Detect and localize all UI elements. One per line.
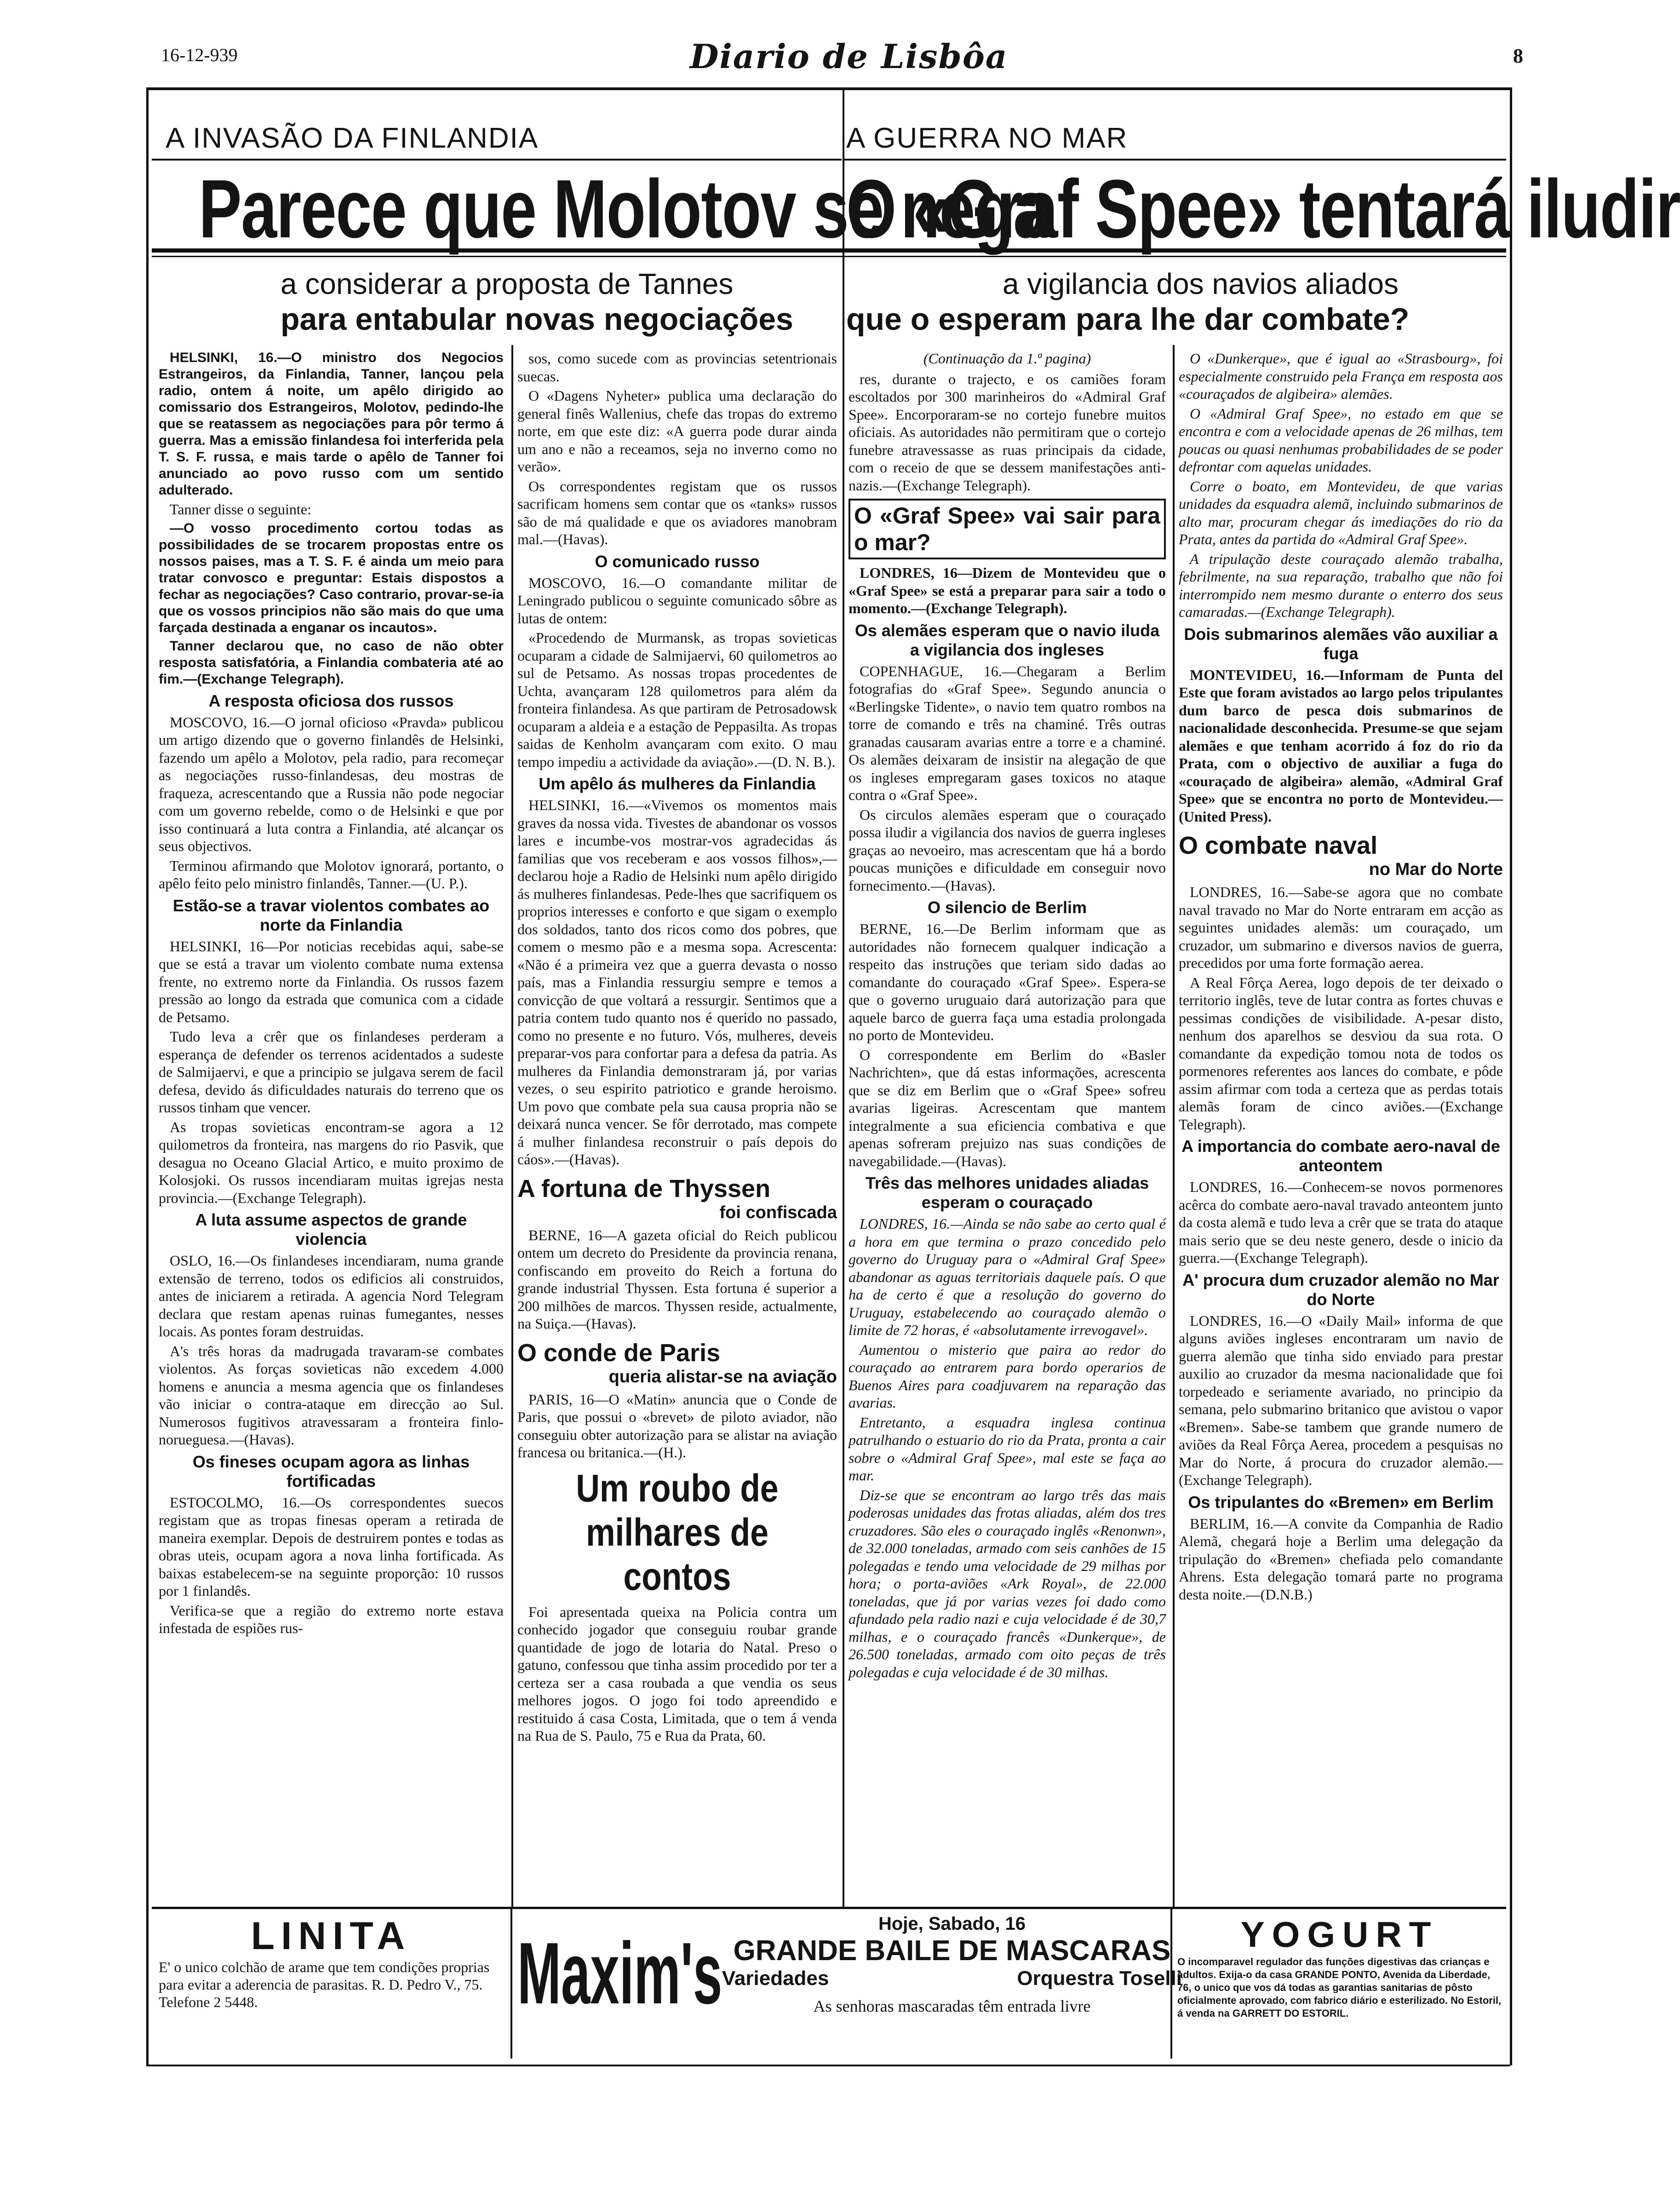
paragraph: Diz-se que se encontram ao largo três das mais poderosas unidades das frotas aliadas, além dos tres cruzadores. São eles o couraçado inglês «Renonwn», de 32.000 toneladas, armado com seis canhões de 15 polegadas e tendo uma velocidade de 29 milhas por hora; o porta-aviões «Ark Royal», de 22.000 toneladas, que já por varias vezes foi dado como afundado pela radio nazi e cuja velocidade é de 30,7 milhas, e o couraçado francês «Dunkerque», de 26.500 toneladas, armado com oito peças de três polegadas e cuja velocidade é de 30 milhas. bbox=[849, 1486, 1166, 1680]
paragraph: Os correspondentes registam que os russos sacrificam homens sem contar que os «tanks» russos são de má qualidade e que os aviadores manobram mal.—(Havas). bbox=[517, 477, 837, 547]
section-heading: Um apêlo ás mulheres da Finlandia bbox=[539, 774, 816, 793]
right-kicker: A GUERRA NO MAR bbox=[846, 122, 1128, 154]
maxims-orchestra: Orquestra Toselli bbox=[1017, 1967, 1182, 1990]
column-2 bbox=[517, 350, 837, 1747]
paragraph: A Real Fôrça Aerea, logo depois de ter deixado o territorio inglês, teve de lutar contra as fortes chuvas e pessimas condições de visibilidade. A-pesar disto, nenhum dos aparelhos se desviou da sua rota. O comandante da expedição tomou nota de todos os pormenores referentes aos lances do combate, e pôde assim afirmar com toda a certeza que as perdas totais alemãs foram de cinco aviões.—(Exchange Telegraph). bbox=[1179, 974, 1503, 1133]
paragraph: sos, como sucede com as provincias setentrionais suecas. bbox=[517, 350, 837, 385]
section-heading: A' procura dum cruzador alemão no Mar do Norte bbox=[1182, 1270, 1499, 1309]
paragraph: MOSCOVO, 16.—O jornal oficioso «Pravda» publicou um artigo dizendo que o governo finlandês de Helsinki, fazendo um apêlo a Molotov, pela radio, para recomeçar as negociações russo-finlandesas, deu mostras de fraqueza, acrescentando que a Russia não pode negociar com um governo rebelde, como o de Helsinki e que por isso continuará a luta contra a Finlandia, até alcançar os seus objectivos. bbox=[159, 713, 504, 854]
left-kicker-rule bbox=[152, 159, 842, 161]
paragraph: Os circulos alemães esperam que o couraçado possa iludir a vigilancia dos navios de guerra ingleses graças ao nevoeiro, mas acrescentam que há a bordo poucas munições e dificuldade em conseguir novo fornecimento.—(Havas). bbox=[849, 806, 1166, 894]
paragraph: Tanner declarou que, no caso de não obter resposta satisfatória, a Finlandia combateria até ao fim.—(Exchange Telegraph). bbox=[159, 638, 504, 687]
linita-body: E' o unico colchão de arame que tem condições proprias para evitar a aderencia de parasitas. R. D. Pedro V., 75. Telefone 2 5448. bbox=[159, 1959, 490, 2010]
maxims-date: Hoje, Sabado, 16 bbox=[878, 1914, 1026, 1934]
paragraph: O correspondente em Berlim do «Basler Nachrichten», que dá estas informações, acrescenta que se diz em Berlim que o «Graf Spee» sofreu avarias ligeiras. Acrescentam que mantem integralmente a sua eficiencia combativa e que apenas sofreram prejuizo nas suas condições de navegabilidade.—(Havas). bbox=[849, 1046, 1166, 1169]
headline-rule-thin bbox=[152, 256, 1506, 257]
paragraph: BERLIM, 16.—A convite da Companhia de Radio Alemã, chegará hoje a Berlim uma delegação da tripulação do «Bremen» chefiada pelo comandante Ahrens. Esta delegação tomará parte no programa desta noite.—(D.N.B.) bbox=[1179, 1515, 1503, 1603]
article-subheadline: foi confiscada bbox=[719, 1202, 837, 1222]
paragraph: Tanner disse o seguinte: bbox=[170, 501, 311, 518]
right-kicker-rule bbox=[844, 159, 1506, 161]
masthead bbox=[0, 28, 1553, 78]
left-headline: Parece que Molotov se nega bbox=[199, 163, 1049, 255]
paragraph: res, durante o trajecto, e os camiões foram escoltados por 300 marinheiros do «Admiral Graf Spee». Encorporaram-se no cortejo funebre muitos oficiais. As autoridades não permitiram que o cortejo funebre atravessasse as ruas principais da cidade, com o receio de que se dessem manifestações anti-nazis.—(Exchange Telegraph). bbox=[849, 370, 1166, 494]
article-subheadline: no Mar do Norte bbox=[1369, 860, 1503, 879]
column-1 bbox=[159, 350, 504, 1639]
section-heading: A luta assume aspectos de grande violencia bbox=[195, 1210, 467, 1248]
boxed-headline: Um roubo de milhares de contos bbox=[576, 1466, 779, 1598]
section-heading: A importancia do combate aero-naval de anteontem bbox=[1181, 1137, 1500, 1175]
column-3 bbox=[849, 350, 1166, 1683]
yogurt-ad bbox=[1177, 1914, 1502, 2020]
paragraph: PARIS, 16—O «Matin» anuncia que o Conde de Paris, que possui o «brevet» de piloto aviador, não conseguiu obter autorização para se alistar na aviação francesa ou britanica.—(H.). bbox=[517, 1391, 837, 1461]
lead-paragraph: HELSINKI, 16.—O ministro dos Negocios Estrangeiros, da Finlandia, Tanner, lançou pela radio, ontem á noite, um apêlo dirigido ao comissario dos Estrangeiros, Molotov, pedindo-lhe que se reatassem as negociações para pôr termo á guerra. Mas a emissão finlandesa foi interferida pela T. S. F. russa, e mais tarde o apêlo de Tanner foi anunciado ao povo russo com um sentido adulterado. bbox=[159, 350, 504, 498]
right-subhead-1: a vigilancia dos navios aliados bbox=[1003, 267, 1399, 300]
paragraph: Foi apresentada queixa na Policia contra um conhecido jogador que conseguiu roubar grande quantidade de jogo de lotaria do Natal. Preso o gatuno, confessou que tinha assim procedido por ter a certeza ser a casa roubada a que vendia os seus melhores jogos. O jogo foi todo apreendido e restituido á casa Costa, Limitada, que o tem á venda na Rua de S. Paulo, 75 e Rua da Prata, 60. bbox=[517, 1603, 837, 1744]
paragraph: OSLO, 16.—Os finlandeses incendiaram, numa grande extensão de terreno, todos os edificios ali construidos, antes de iniciarem a retirada. A agencia Nord Telegram declara que restam apenas ruinas fumegantes, nesses locais. As pontes foram destruidas. bbox=[159, 1252, 504, 1340]
paragraph: ESTOCOLMO, 16.—Os correspondentes suecos registam que as tropas finesas operam a retirada de maneira exemplar. Depois de destruirem pontes e todas as obras uteis, ocupam agora a nova linha fortificada. As baixas estabelecem-se na seguinte proporção: 10 russos por 1 finlandês. bbox=[159, 1494, 504, 1599]
paragraph: As tropas sovieticas encontram-se agora a 12 quilometros da fronteira, nas margens do rio Pasvik, que desagua no Oceano Glacial Artico, e muito proximo de Kolosjoki. Os russos incendiaram muitas igrejas nesta provincia.—(Exchange Telegraph). bbox=[159, 1118, 504, 1206]
paragraph: A's três horas da madrugada travaram-se combates violentos. As forças sovieticas não excedem 4.000 homens e anuncia a mesma agencia que os finlandeses vão iniciar o contra-ataque em direcção ao Sul. Numerosos fugitivos atravessaram a fronteira finlo-norueguesa.—(Havas). bbox=[159, 1342, 504, 1448]
paragraph: «Procedendo de Murmansk, as tropas sovieticas ocuparam a cidade de Salmijaervi, 60 quilometros ao sul de Petsamo. As nossas tropas procedentes de Uchta, avançaram 128 quilometros para além da fronteira finlandesa. As que partiram de Petrosadowsk ocuparam a aldeia e a estação de Peppasilta. As tropas saidas de Kenholm avançaram com exito. O mau tempo impediu a actividade da aviação».—(D. N. B.). bbox=[517, 629, 837, 770]
newspaper-title: Diario de Lisbôa bbox=[690, 37, 1008, 76]
paragraph: COPENHAGUE, 16.—Chegaram a Berlim fotografias do «Graf Spee». Segundo anuncia o «Berlingske Tidente», o navio tem quatro rombos na torre de comando e três na chaminé. Três outras granadas causaram avarias entre a torre e a chaminé. Os alemães deixaram de insistir na alegação de que os ingleses empregaram gases toxicos no ataque contra o «Graf Spee». bbox=[849, 662, 1166, 803]
right-subhead-2: que o esperam para lhe dar combate? bbox=[846, 302, 1410, 337]
paragraph: Verifica-se que a região do extremo norte estava infestada de espiões rus- bbox=[159, 1602, 504, 1636]
paragraph: HELSINKI, 16—Por noticias recebidas aqui, sabe-se que se está a travar um violento combate numa extensa frente, no extremo norte da Finlandia. Os russos fazem pressão ao longo da estrada que comunica com a cidade de Petsamo. bbox=[159, 938, 504, 1025]
paragraph: O «Admiral Graf Spee», no estado em que se encontra e com a velocidade apenas de 26 milhas, tem poucas ou quasi nenhumas probabilidades de se poder defrontar com aquelas unidades. bbox=[1179, 405, 1503, 475]
paragraph: MOSCOVO, 16.—O comandante militar de Leningrado publicou o seguinte comunicado sôbre as lutas de ontem: bbox=[517, 574, 837, 627]
paragraph: LONDRES, 16.—Conhecem-se novos pormenores acêrca do combate aero-naval travado anteontem junto da costa alemã e tudo leva a crêr que se trata do ataque mais serio que se deu neste genero, desde o inicio da guerra.—(Exchange Telegraph). bbox=[1179, 1179, 1503, 1266]
yogurt-body: O incomparavel regulador das funções digestivas das crianças e adultos. Exija-o da casa GRANDE PONTO, Avenida da Liberdade, 76, o unico que vos dá todas as garantias sanitarias de pôsto oficialmente aprovado, com fabrico diário e esterilizado. No Estoril, á venda na GARRETT DO ESTORIL. bbox=[1177, 1956, 1502, 2019]
paragraph: LONDRES, 16.—O «Daily Mail» informa de que alguns aviões ingleses encontraram um navio de guerra alemão que tinha sido enviado para prestar auxilio ao cruzador da mesma nacionalidade que foi torpedeado e seriamente avariado, no principio da semana, pelo submarino britanico que avistou o vapor «Bremen». Sabe-se tambem que grande numero de aviões da Real Fôrça Aerea, procedem a pesquisas no Mar do Norte, á procura do cruzador alemão.—(Exchange Telegraph). bbox=[1179, 1312, 1503, 1488]
left-subhead-2: para entabular novas negociações bbox=[281, 302, 793, 337]
paragraph: LONDRES, 16.—Ainda se não sabe ao certo qual é a hora em que termina o prazo concedido pelo governo do Uruguay para o «Admiral Graf Spee» abandonar as aguas territoriais daquele país. O que ha de certo é que a resolução do governo do Uruguay, estabelecendo ao couraçado alemão o limite de 72 horas, é «absolutamente irrevogavel». bbox=[849, 1215, 1166, 1338]
section-heading: O comunicado russo bbox=[595, 552, 760, 571]
paragraph: O «Dunkerque», que é igual ao «Strasbourg», foi especialmente construido pela França em resposta aos «couraçados de algibeira» alemães. bbox=[1179, 350, 1503, 402]
ad-rule-1 bbox=[510, 1909, 512, 2059]
maxims-footnote: As senhoras mascaradas têm entrada livre bbox=[813, 1997, 1091, 2015]
paragraph: Tudo leva a crêr que os finlandeses perderam a esperança de defender os terrenos acidentados a sudeste de Salmijaervi, e que a principio se julgava serem de facil defesa, devido ás dificuldades naturais do terreno que os russos tinham que vencer. bbox=[159, 1028, 504, 1116]
headline-rule-thick bbox=[152, 248, 1506, 253]
linita-title: LINITA bbox=[251, 1914, 412, 1957]
paragraph: Aumentou o misterio que paira ao redor do couraçado ao entrarem para bordo operarios de Buenos Aires para coadjuvarem na reparação das avarias. bbox=[849, 1341, 1166, 1411]
column-rule-1 bbox=[511, 345, 513, 1907]
left-subhead-1: a considerar a proposta de Tannes bbox=[281, 267, 734, 300]
section-heading: Três das melhores unidades aliadas esperam o couraçado bbox=[865, 1174, 1149, 1212]
linita-ad bbox=[159, 1914, 504, 2011]
boxed-headline: O «Graf Spee» vai sair para o mar? bbox=[849, 499, 1166, 559]
maxims-variedades: Variedades bbox=[722, 1967, 829, 1990]
paragraph: Entretanto, a esquadra inglesa continua patrulhando o estuario do rio da Prata, pronta a cair sobre o «Admiral Graf Spee», mal este se faça ao mar. bbox=[849, 1414, 1166, 1484]
maxims-event: GRANDE BAILE DE MASCARAS bbox=[733, 1935, 1171, 1967]
paragraph: LONDRES, 16.—Sabe-se agora que no combate naval travado no Mar do Norte entraram em acção as seguintes unidades alemãs: um couraçado, um cruzador, um submarino e diversos navios de guerra, precedidos por uma forte formação aerea. bbox=[1179, 884, 1503, 971]
maxims-name: Maxim's bbox=[517, 1925, 722, 2022]
section-heading: O silencio de Berlim bbox=[927, 898, 1087, 917]
paragraph: LONDRES, 16—Dizem de Montevideu que o «Graf Spee» se está a preparar para sair a todo o momento.—(Exchange Telegraph). bbox=[849, 564, 1166, 616]
section-heading: Estão-se a travar violentos combates ao norte da Finlandia bbox=[172, 896, 490, 934]
section-heading: Os tripulantes do «Bremen» em Berlim bbox=[1188, 1492, 1494, 1512]
column-rule-3 bbox=[1173, 345, 1175, 1907]
center-column-rule bbox=[843, 87, 844, 1907]
article-headline: O conde de Paris bbox=[517, 1339, 721, 1367]
issue-date: 16-12-939 bbox=[161, 45, 238, 65]
left-kicker: A INVASÃO DA FINLANDIA bbox=[166, 122, 539, 154]
paragraph: Corre o boato, em Montevideu, de que varias unidades da esquadra alemã, incluindo submarinos de alto mar, procuram chegar ás imediações do rio da Prata, antes da partida do «Admiral Graf Spee». bbox=[1179, 477, 1503, 547]
article-headline: A fortuna de Thyssen bbox=[517, 1174, 771, 1202]
section-heading: Os fineses ocupam agora as linhas fortificadas bbox=[192, 1452, 470, 1490]
ad-rule-2 bbox=[1170, 1909, 1172, 2059]
paragraph: —O vosso procedimento cortou todas as possibilidades de se trocarem propostas entre os nossos paises, mas a T. S. F. é ainda um meio para tratar convosco e preguntar: Estais dispostos a fechar as negociações? Caso contrario, provar-se-ia que os vossos principios não são mais do que uma farçada destinada a enganar os incautos». bbox=[159, 520, 504, 635]
column-4 bbox=[1179, 350, 1503, 1605]
paragraph: Terminou afirmando que Molotov ignorará, portanto, o apêlo feito pelo ministro finlandês, Tanner.—(U. P.). bbox=[159, 857, 504, 892]
article-headline: O combate naval bbox=[1179, 832, 1378, 859]
continuation-note: (Continuação da 1.ª pagina) bbox=[923, 350, 1091, 367]
maxims-entertainment bbox=[722, 1967, 1182, 1990]
page-number: 8 bbox=[1513, 45, 1523, 67]
article-subheadline: queria alistar-se na aviação bbox=[608, 1367, 837, 1386]
paragraph: O «Dagens Nyheter» publica uma declaração do general finês Wallenius, chefe das tropas do extremo norte, em que este diz: «A guerra pode durar ainda um ano e não a receamos, seja no inverno como no verão». bbox=[517, 387, 837, 475]
section-heading: A resposta oficiosa dos russos bbox=[208, 691, 454, 710]
advertisement-strip bbox=[152, 1907, 1506, 2061]
right-headline: O «Graf Spee» tentará iludir bbox=[846, 163, 1680, 255]
paragraph: BERNE, 16—A gazeta oficial do Reich publicou ontem um decreto do Presidente da provincia renana, confiscando em proveito do Reich a fortuna do grande industrial Thyssen. Esta fortuna é superior a 200 milhões de marcos. Thyssen reside, actualmente, na Suiça.—(Havas). bbox=[517, 1226, 837, 1332]
section-heading: Os alemães esperam que o navio iluda a vigilancia dos ingleses bbox=[854, 621, 1160, 659]
paragraph: A tripulação deste couraçado alemão trabalha, febrilmente, na sua reparação, trabalho que não foi interrompido nem mesmo durante o enterro dos seus camaradas.—(Exchange Telegraph). bbox=[1179, 550, 1503, 620]
paragraph: MONTEVIDEU, 16.—Informam de Punta del Este que foram avistados ao largo pelos tripulantes dum barco de pesca dois submarinos de nacionalidade desconhecida. Presume-se que sejam alemães e que tenham acorrido á foz do rio da Prata, com o objectivo de auxiliar a fuga do «couraçado de algibeira» alemão, «Admiral Graf Spee» que se encontra no porto de Montevideu.—(United Press). bbox=[1179, 666, 1503, 825]
paragraph: HELSINKI, 16.—«Vivemos os momentos mais graves da nossa vida. Tivestes de abandonar os vossos lares e incumbe-vos mostrar-vos agradecidas ás familias que vos receberam e aos vossos filhos»,—declarou hoje a Radio de Helsinki num apêlo dirigido ás mulheres finlandesas. Pede-lhes que sacrifiquem os proprios interesses e conforto e que sigam o exemplo dos soldados, tanto dos ricos como dos pobres, que comem o mesmo pão e a mesma sopa. Acrescenta: «Não é a primeira vez que a guerra devasta o nosso país, mas a Finlandia ressurgiu sempre e temos a convicção de que voltará a ressurgir. Sentimos que a patria contem tudo quanto nos é querido no passado, como no presente e no futuro. Vós, mulheres, deveis preparar-vos para confortar para a defesa da patria. As mulheres da Finlandia demonstraram já, por varias vezes, o seu espirito patriotico e grande heroismo. Um povo que combate pela sua causa propria não se deixará nunca vencer. Se fôr derrotado, mas compete á mulher finlandesa reconstruir o país depois do cáos».—(Havas). bbox=[517, 797, 837, 1168]
yogurt-title: YOGURT bbox=[1240, 1914, 1439, 1955]
bottom-rule bbox=[146, 2065, 1510, 2066]
maxims-logo bbox=[517, 1925, 722, 2022]
maxims-ad bbox=[722, 1914, 1182, 2016]
paragraph: BERNE, 16.—De Berlim informam que as autoridades não fornecem qualquer indicação a respeito das instruções que teriam sido dadas ao comandante do couraçado «Graf Spee». Espera-se que o governo uruguaio dará autorização para que aquele barco de guerra faça uma estadia prolongada no porto de Montevideu. bbox=[849, 920, 1166, 1043]
section-heading: Dois submarinos alemães vão auxiliar a fuga bbox=[1184, 624, 1498, 663]
